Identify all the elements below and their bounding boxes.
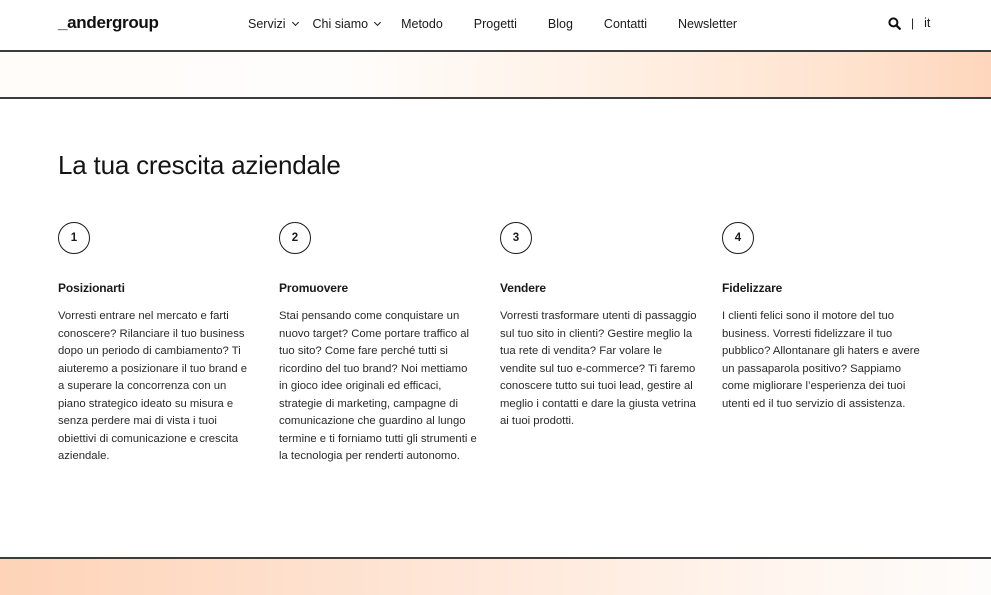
- nav-item-label: Metodo: [401, 17, 443, 31]
- nav-item-contatti[interactable]: [604, 17, 647, 31]
- nav-item-label: Progetti: [473, 17, 517, 31]
- step-card-posizionarti: [58, 222, 258, 466]
- step-title: Promuovere: [279, 281, 349, 295]
- chevron-down-icon: [291, 19, 298, 26]
- gradient-band-top: [0, 50, 991, 99]
- chevron-down-icon: [374, 19, 381, 26]
- search-icon[interactable]: [888, 17, 901, 30]
- step-card-promuovere: [279, 222, 479, 466]
- nav-item-progetti[interactable]: [474, 17, 517, 31]
- logo[interactable]: _andergroup: [58, 13, 159, 32]
- main-nav: [248, 17, 737, 31]
- step-description: Vorresti trasformare utenti di passaggio sul tuo sito in clienti? Gestire meglio la tua rete di vendita? Far volare le vendite sul tuo e-commerce? Ti faremo conoscere tutto sui tuoi lead, gestire al meglio i contatti e dare la giusta vetrina ai tuoi prodotti.: [500, 310, 697, 427]
- nav-item-label: Chi siamo: [312, 17, 369, 31]
- header-tools: [888, 16, 930, 30]
- step-description: Vorresti entrare nel mercato e farti conoscere? Rilanciare il tuo business dopo un periodo di cambiamento? Ti aiuteremo a posizionare il tuo brand e a superare la concorrenza con un piano strategico ideato su misura e senza perdere mai di vista i tuoi obiettivi di comunicazione e crescita aziendale.: [58, 310, 248, 462]
- nav-item-newsletter[interactable]: [678, 17, 737, 31]
- nav-item-label: Servizi: [248, 17, 286, 31]
- step-description: Stai pensando come conquistare un nuovo target? Come portare traffico al tuo sito? Come fare perché tutti si ricordino del tuo brand? Noi mettiamo in gioco idee originali ed efficaci, strategie di marketing, campagne di comunicazione che guardino al lungo termine e ti forniamo tutti gli strumenti e la tecnologia per renderti autonomo.: [279, 310, 477, 462]
- step-title: Posizionarti: [58, 281, 125, 295]
- step-title: Vendere: [500, 281, 546, 295]
- step-number-badge: 1: [58, 222, 90, 254]
- step-number-badge: 4: [722, 222, 754, 254]
- nav-item-chi-siamo[interactable]: [313, 17, 381, 31]
- language-switcher[interactable]: it: [924, 16, 931, 30]
- section-title: La tua crescita aziendale: [58, 150, 341, 180]
- separator: |: [911, 16, 915, 30]
- nav-item-blog[interactable]: [548, 17, 573, 31]
- nav-item-label: Contatti: [603, 17, 648, 31]
- nav-item-label: Blog: [547, 17, 573, 31]
- gradient-band-bottom: [0, 557, 991, 595]
- nav-item-servizi[interactable]: [248, 17, 298, 31]
- step-description: I clienti felici sono il motore del tuo business. Vorresti fidelizzare il tuo pubblico? Allontanare gli haters e avere un passaparola positivo? Sappiamo come migliorare l’esperienza dei tuoi utenti ed il tuo servizio di assistenza.: [722, 310, 920, 410]
- step-title: Fidelizzare: [722, 281, 783, 295]
- nav-item-metodo[interactable]: [401, 17, 443, 31]
- nav-item-label: Newsletter: [678, 17, 738, 31]
- step-card-fidelizzare: [722, 222, 922, 413]
- site-header: [0, 0, 991, 50]
- step-number-badge: 3: [500, 222, 532, 254]
- step-card-vendere: [500, 222, 700, 431]
- step-number-badge: 2: [279, 222, 311, 254]
